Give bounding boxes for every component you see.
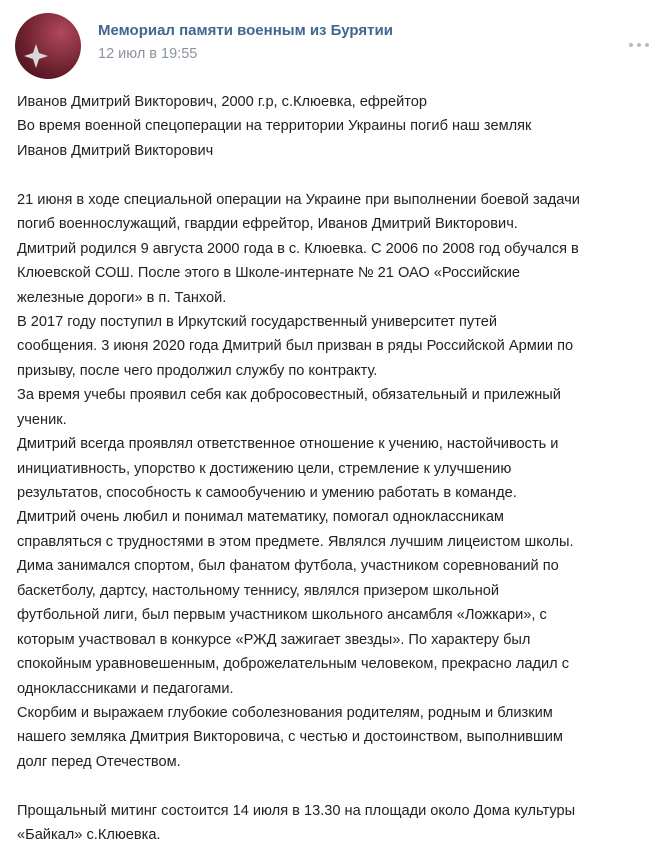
post-text-line: Прощальный митинг состоится 14 июля в 13.30 на площади около Дома культуры — [17, 802, 576, 819]
post-text — [17, 90, 662, 848]
post-text-line: «Байкал» с.Клюевка. — [17, 827, 161, 844]
ellipsis-icon[interactable] — [626, 36, 652, 54]
post-text-line: Дмитрий всегда проявлял ответственное отношение к учению, настойчивость и — [17, 436, 559, 453]
post-date-link[interactable]: 12 июл в 19:55 — [98, 46, 198, 62]
post-text-line: долг перед Отечеством. — [17, 753, 181, 770]
post-text-line: Иванов Дмитрий Викторович, 2000 г.р, с.Клюевка, ефрейтор — [17, 94, 428, 110]
post-text-line: Дмитрий очень любил и понимал математику, помогал одноклассникам — [17, 509, 504, 526]
medal-cross-icon — [23, 43, 49, 69]
post-text-line: За время учебы проявил себя как добросовестный, обязательный и прилежный — [17, 387, 561, 404]
post-text-line: Дима занимался спортом, был фанатом футбола, участником соревнований по — [17, 558, 559, 575]
post-text-line: одноклассниками и педагогами. — [17, 680, 234, 697]
post-text-line: баскетболу, дартсу, настольному теннису, являлся призером школьной — [17, 582, 500, 599]
post-text-line: ученик. — [17, 411, 67, 428]
post-text-line: погиб военнослужащий, гвардии ефрейтор, Иванов Дмитрий Викторович. — [17, 216, 518, 233]
post-text-line: Иванов Дмитрий Викторович — [17, 142, 214, 159]
post-text-line: призыву, после чего продолжил службу по контракту. — [17, 362, 378, 379]
post-text-line: В 2017 году поступил в Иркутский государственный университет путей — [17, 313, 498, 330]
post-text-line: инициативность, упорство к достижению цели, стремление к улучшению — [17, 460, 512, 477]
post-text-line: Дмитрий родился 9 августа 2000 года в с. Клюевка. С 2006 по 2008 год обучался в — [17, 240, 579, 257]
post-text-line: 21 июня в ходе специальной операции на Украине при выполнении боевой задачи — [17, 191, 580, 208]
post-text-line: железные дороги» в п. Танхой. — [17, 289, 227, 306]
post-text-line: Во время военной спецоперации на территории Украины погиб наш земляк — [17, 118, 532, 135]
post-text-line: сообщения. 3 июня 2020 года Дмитрий был призван в ряды Российской Армии по — [17, 338, 574, 355]
post-text-line: Скорбим и выражаем глубокие соболезнования родителям, родным и близким — [17, 704, 553, 721]
post-text-line: футбольной лиги, был первым участником школьного ансамбля «Ложкари», с — [17, 607, 547, 624]
community-name-link[interactable]: Мемориал памяти военным из Бурятии — [98, 22, 393, 39]
post-text-line: результатов, способность к самообучению и умению работать в команде. — [17, 485, 517, 501]
post-text-line: Клюевской СОШ. После этого в Школе-интернате № 21 ОАО «Российские — [17, 265, 520, 282]
post-text-line — [17, 163, 662, 187]
post-text-line: справляться с трудностями в этом предмете. Являлся лучшим лицеистом школы. — [17, 533, 574, 550]
post-text-line: нашего земляка Дмитрия Викторовича, с честью и достоинством, выполнившим — [17, 729, 563, 746]
post-text-line: спокойным уравновешенным, доброжелательным человеком, прекрасно ладил с — [17, 656, 570, 673]
post-text-line — [17, 774, 662, 798]
community-avatar[interactable] — [15, 13, 81, 79]
post-text-line: которым участвовал в конкурсе «РЖД зажигает звезды». По характеру был — [17, 631, 531, 648]
